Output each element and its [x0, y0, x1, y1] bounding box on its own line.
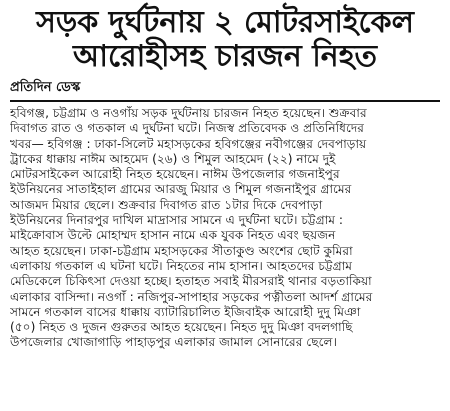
byline: প্রতিদিন ডেস্ক — [10, 80, 81, 95]
body-line: দিবাগত রাত ও গতকাল এ দুর্ঘটনা ঘটে। নিজস্ব প্রতিবেদক ও প্রতিনিধিদের — [10, 121, 364, 136]
body-line: হবিগঞ্জ, চট্টগ্রাম ও নওগাঁয় সড়ক দুর্ঘটনায় চারজন নিহত হয়েছেন। শুক্রবার — [10, 106, 367, 120]
body-line: মেডিকেলে চিকিৎসা দেওয়া হচ্ছে। হতাহত সবাই মীরসরাই থানার বড়তাকিয়া — [10, 274, 372, 289]
body-line: এলাকার বাসিন্দা। নওগাঁ : নজিপুর-সাপাহার সড়কের পত্নীতলা আদর্শ গ্রামের — [10, 289, 373, 304]
body-line: এলাকায় গতকাল এ ঘটনা ঘটে। নিহতের নাম হাসান। আহতদের চট্টগ্রাম — [10, 258, 353, 273]
headline-line-1: সড়ক দুর্ঘটনায় ২ মোটরসাইকেল — [36, 5, 414, 40]
body-line: মোটরসাইকেল আরোহী নিহত হয়েছেন। নাঈম উপজেলার গজনাইপুর — [10, 167, 340, 182]
body-line: ট্রাকের ধাক্কায় নাঈম আহমেদ (২৬) ও শিমুল আহমেদ (২২) নামে দুই — [10, 151, 336, 166]
body-line: আজমদ মিয়ার ছেলে। শুক্রবার দিবাগত রাত ১টার দিকে দেবপাড়া — [10, 197, 323, 212]
divider — [10, 100, 440, 102]
body-line: আহত হয়েছেন। ঢাকা-চট্টগ্রাম মহাসড়কের সীতাকুণ্ড অংশের ছোট কুমিরা — [10, 243, 353, 258]
body-line: সামনে গতকাল বাসের ধাক্কায় ব্যাটারিচালিত ইজিবাইক আরোহী দুদু মিঞা — [10, 304, 361, 319]
body-line: ইউনিয়নের দিনারপুর দাখিল মাদ্রাসার সামনে এ দুর্ঘটনা ঘটে। চট্টগ্রাম : — [10, 213, 344, 228]
headline-line-2: আরোহীসহ চারজন নিহত — [73, 39, 377, 74]
body-line: (৫০) নিহত ও দুজন গুরুতর আহত হয়েছেন। নিহত দুদু মিঞা বদলগাছি — [10, 320, 353, 335]
body-line: খবর— হবিগঞ্জ : ঢাকা-সিলেট মহাসড়কের হবিগঞ্জের নবীগঞ্জের দেবপাড়ায় — [10, 136, 367, 151]
article-body — [10, 106, 440, 351]
body-line: উপজেলার খোজাগাড়ি পাহাড়পুর এলাকার জামাল সোনারের ছেলে। — [10, 335, 337, 350]
body-line: ইউনিয়নের সাতাইহাল গ্রামের আরজু মিয়ার ও শিমুল গজনাইপুর গ্রামের — [10, 182, 352, 197]
headline — [0, 0, 450, 74]
body-line: মাইক্রোবাস উল্টে মোহাম্মদ হাসান নামে এক যুবক নিহত এবং ছয়জন — [10, 228, 336, 243]
